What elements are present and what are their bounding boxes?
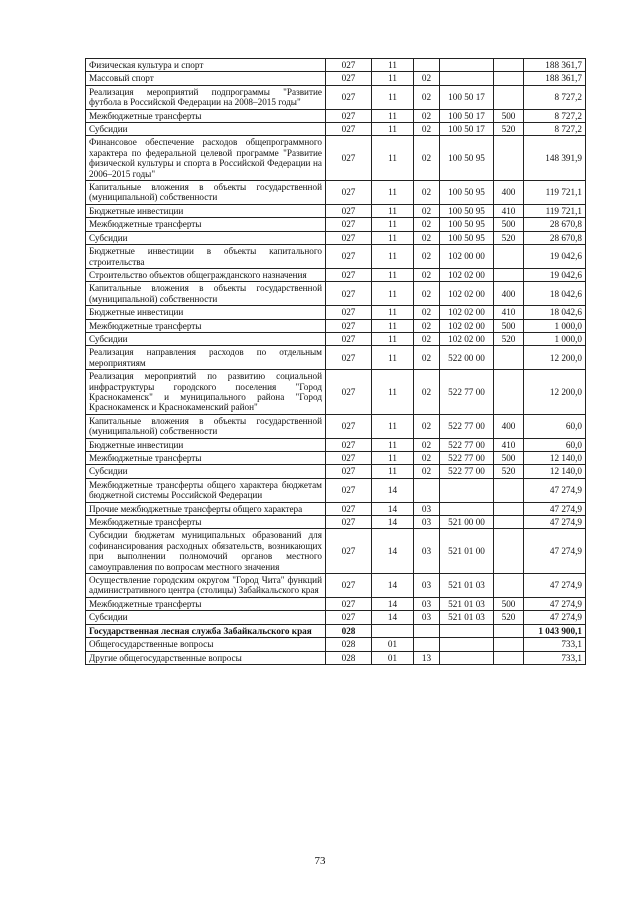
row-ved-code: 027 [326, 319, 372, 332]
table-row [86, 465, 586, 478]
row-target-code [440, 502, 494, 515]
row-expense-type-code: 520 [494, 465, 524, 478]
row-target-code [440, 72, 494, 85]
row-amount: 1 043 900,1 [524, 624, 586, 637]
row-section-code: 14 [372, 478, 414, 502]
row-ved-code: 027 [326, 370, 372, 415]
row-subsection-code [414, 624, 440, 637]
row-name: Реализация направления расходов по отдельным мероприятиям [86, 346, 326, 370]
row-ved-code: 027 [326, 85, 372, 109]
row-ved-code: 028 [326, 638, 372, 651]
row-expense-type-code [494, 268, 524, 281]
row-target-code: 521 01 03 [440, 597, 494, 610]
row-target-code: 100 50 95 [440, 218, 494, 231]
row-section-code: 11 [372, 204, 414, 217]
row-target-code: 100 50 17 [440, 109, 494, 122]
row-section-code: 11 [372, 370, 414, 415]
row-amount: 28 670,8 [524, 231, 586, 244]
row-section-code: 11 [372, 319, 414, 332]
row-target-code: 521 01 03 [440, 611, 494, 624]
row-name: Государственная лесная служба Забайкальского края [86, 624, 326, 637]
table-row [86, 452, 586, 465]
row-ved-code: 027 [326, 452, 372, 465]
row-amount: 47 274,9 [524, 597, 586, 610]
row-subsection-code: 02 [414, 465, 440, 478]
row-ved-code: 027 [326, 611, 372, 624]
row-subsection-code: 13 [414, 651, 440, 664]
row-name: Другие общегосударственные вопросы [86, 651, 326, 664]
row-name: Межбюджетные трансферты [86, 109, 326, 122]
row-expense-type-code [494, 502, 524, 515]
row-amount: 19 042,6 [524, 268, 586, 281]
row-ved-code: 027 [326, 123, 372, 136]
row-target-code [440, 624, 494, 637]
row-name: Реализация мероприятий по развитию социальной инфраструктуры городского поселения "Город Краснокаменск" и муниципального района "Город Краснокаменск и Краснокаменский район" [86, 370, 326, 415]
row-name: Бюджетные инвестиции в объекты капитального строительства [86, 245, 326, 269]
row-expense-type-code [494, 651, 524, 664]
row-expense-type-code: 410 [494, 204, 524, 217]
row-target-code: 522 77 00 [440, 438, 494, 451]
row-expense-type-code [494, 529, 524, 574]
row-name: Межбюджетные трансферты [86, 319, 326, 332]
row-expense-type-code: 520 [494, 123, 524, 136]
row-name: Субсидии [86, 465, 326, 478]
table-row [86, 611, 586, 624]
table-row [86, 574, 586, 598]
table-row [86, 597, 586, 610]
row-subsection-code: 02 [414, 332, 440, 345]
row-ved-code: 027 [326, 136, 372, 181]
row-ved-code: 027 [326, 218, 372, 231]
table-row [86, 282, 586, 306]
row-name: Массовый спорт [86, 72, 326, 85]
page-number: 73 [314, 855, 326, 867]
row-amount: 28 670,8 [524, 218, 586, 231]
table-row [86, 651, 586, 664]
row-subsection-code: 02 [414, 85, 440, 109]
table-row [86, 319, 586, 332]
row-expense-type-code: 520 [494, 611, 524, 624]
row-subsection-code: 02 [414, 452, 440, 465]
table-row [86, 59, 586, 72]
table-row [86, 529, 586, 574]
row-section-code [372, 624, 414, 637]
row-subsection-code: 02 [414, 204, 440, 217]
row-name: Субсидии бюджетам муниципальных образований для софинансирования расходных обязательств, возникающих при выполнении полномочий органов местного самоуправления по вопросам местного значения [86, 529, 326, 574]
row-section-code: 11 [372, 136, 414, 181]
table-row [86, 85, 586, 109]
row-amount: 733,1 [524, 638, 586, 651]
row-name: Прочие межбюджетные трансферты общего характера [86, 502, 326, 515]
row-ved-code: 027 [326, 306, 372, 319]
row-amount: 12 200,0 [524, 346, 586, 370]
row-section-code: 11 [372, 268, 414, 281]
row-amount: 47 274,9 [524, 574, 586, 598]
row-name: Осуществление городским округом "Город Чита" функций административного центра (столицы) Забайкальского края [86, 574, 326, 598]
row-name: Капитальные вложения в объекты государственной (муниципальной) собственности [86, 181, 326, 205]
row-amount: 47 274,9 [524, 529, 586, 574]
row-name: Межбюджетные трансферты [86, 218, 326, 231]
row-ved-code: 027 [326, 204, 372, 217]
row-expense-type-code [494, 574, 524, 598]
row-section-code: 11 [372, 231, 414, 244]
row-expense-type-code [494, 624, 524, 637]
row-expense-type-code: 400 [494, 282, 524, 306]
row-amount: 47 274,9 [524, 478, 586, 502]
row-ved-code: 027 [326, 109, 372, 122]
row-name: Субсидии [86, 123, 326, 136]
row-ved-code: 027 [326, 59, 372, 72]
row-ved-code: 027 [326, 181, 372, 205]
table-row [86, 109, 586, 122]
row-section-code: 11 [372, 452, 414, 465]
row-ved-code: 027 [326, 231, 372, 244]
row-section-code: 14 [372, 529, 414, 574]
row-target-code: 522 77 00 [440, 465, 494, 478]
row-expense-type-code [494, 478, 524, 502]
row-ved-code: 027 [326, 597, 372, 610]
row-subsection-code: 03 [414, 611, 440, 624]
row-target-code [440, 478, 494, 502]
row-expense-type-code [494, 72, 524, 85]
row-name: Общегосударственные вопросы [86, 638, 326, 651]
row-expense-type-code: 500 [494, 109, 524, 122]
row-ved-code: 027 [326, 502, 372, 515]
row-name: Субсидии [86, 231, 326, 244]
row-ved-code: 027 [326, 72, 372, 85]
row-target-code: 522 77 00 [440, 370, 494, 415]
row-subsection-code: 02 [414, 136, 440, 181]
table-row [86, 332, 586, 345]
row-subsection-code [414, 59, 440, 72]
row-expense-type-code: 410 [494, 438, 524, 451]
row-ved-code: 027 [326, 268, 372, 281]
row-section-code: 11 [372, 218, 414, 231]
row-ved-code: 027 [326, 438, 372, 451]
row-section-code: 11 [372, 181, 414, 205]
row-target-code: 100 50 17 [440, 85, 494, 109]
row-amount: 1 000,0 [524, 319, 586, 332]
row-ved-code: 027 [326, 245, 372, 269]
row-subsection-code: 02 [414, 282, 440, 306]
row-target-code: 100 50 95 [440, 204, 494, 217]
row-ved-code: 027 [326, 478, 372, 502]
row-name: Капитальные вложения в объекты государственной (муниципальной) собственности [86, 414, 326, 438]
row-ved-code: 027 [326, 516, 372, 529]
row-amount: 12 140,0 [524, 465, 586, 478]
table-row [86, 516, 586, 529]
row-name: Межбюджетные трансферты [86, 452, 326, 465]
row-target-code: 100 50 17 [440, 123, 494, 136]
row-section-code: 11 [372, 332, 414, 345]
table-row [86, 123, 586, 136]
table-row [86, 638, 586, 651]
row-amount: 188 361,7 [524, 72, 586, 85]
row-name: Реализация мероприятий подпрограммы "Развитие футбола в Российской Федерации на 2008–2015 годы" [86, 85, 326, 109]
row-subsection-code: 03 [414, 529, 440, 574]
table-row [86, 502, 586, 515]
row-target-code: 102 02 00 [440, 268, 494, 281]
table-row [86, 204, 586, 217]
row-subsection-code: 02 [414, 268, 440, 281]
row-name: Межбюджетные трансферты общего характера бюджетам бюджетной системы Российской Федерации [86, 478, 326, 502]
row-expense-type-code [494, 346, 524, 370]
row-name: Субсидии [86, 611, 326, 624]
row-section-code: 11 [372, 59, 414, 72]
row-target-code: 102 02 00 [440, 282, 494, 306]
row-section-code: 11 [372, 245, 414, 269]
table-row [86, 306, 586, 319]
row-name: Бюджетные инвестиции [86, 204, 326, 217]
row-expense-type-code [494, 136, 524, 181]
row-section-code: 01 [372, 638, 414, 651]
row-section-code: 14 [372, 611, 414, 624]
table-row [86, 231, 586, 244]
row-expense-type-code: 500 [494, 218, 524, 231]
row-target-code [440, 651, 494, 664]
table-body [86, 59, 586, 665]
row-section-code: 14 [372, 502, 414, 515]
row-subsection-code: 03 [414, 574, 440, 598]
row-subsection-code: 02 [414, 109, 440, 122]
row-expense-type-code [494, 370, 524, 415]
row-subsection-code: 02 [414, 414, 440, 438]
row-amount: 733,1 [524, 651, 586, 664]
row-ved-code: 027 [326, 529, 372, 574]
row-amount: 47 274,9 [524, 502, 586, 515]
row-amount: 19 042,6 [524, 245, 586, 269]
row-section-code: 11 [372, 123, 414, 136]
row-subsection-code: 02 [414, 245, 440, 269]
row-subsection-code: 02 [414, 306, 440, 319]
row-expense-type-code: 400 [494, 414, 524, 438]
row-section-code: 11 [372, 346, 414, 370]
row-target-code: 522 77 00 [440, 452, 494, 465]
row-expense-type-code [494, 245, 524, 269]
row-subsection-code: 02 [414, 438, 440, 451]
row-section-code: 14 [372, 574, 414, 598]
row-subsection-code [414, 638, 440, 651]
row-name: Межбюджетные трансферты [86, 516, 326, 529]
row-subsection-code: 02 [414, 72, 440, 85]
row-ved-code: 027 [326, 465, 372, 478]
row-name: Физическая культура и спорт [86, 59, 326, 72]
row-target-code: 102 02 00 [440, 306, 494, 319]
budget-table [85, 58, 586, 665]
row-target-code: 522 00 00 [440, 346, 494, 370]
row-amount: 8 727,2 [524, 109, 586, 122]
table-row [86, 268, 586, 281]
row-amount: 60,0 [524, 414, 586, 438]
row-amount: 8 727,2 [524, 85, 586, 109]
row-amount: 60,0 [524, 438, 586, 451]
row-ved-code: 027 [326, 282, 372, 306]
row-subsection-code: 02 [414, 181, 440, 205]
row-section-code: 01 [372, 651, 414, 664]
table-row [86, 181, 586, 205]
row-subsection-code [414, 478, 440, 502]
row-target-code: 102 02 00 [440, 332, 494, 345]
row-subsection-code: 02 [414, 123, 440, 136]
row-name: Финансовое обеспечение расходов общепрограммного характера по федеральной целевой программе "Развитие физической культуры и спорта в Российской Федерации на 2006–2015 годы" [86, 136, 326, 181]
row-ved-code: 027 [326, 414, 372, 438]
row-amount: 119 721,1 [524, 204, 586, 217]
row-expense-type-code: 520 [494, 231, 524, 244]
row-expense-type-code: 500 [494, 319, 524, 332]
row-target-code [440, 59, 494, 72]
row-target-code [440, 638, 494, 651]
row-ved-code: 028 [326, 651, 372, 664]
row-target-code: 521 01 00 [440, 529, 494, 574]
row-section-code: 11 [372, 438, 414, 451]
table-row [86, 438, 586, 451]
row-section-code: 14 [372, 516, 414, 529]
row-section-code: 11 [372, 306, 414, 319]
row-section-code: 11 [372, 465, 414, 478]
row-amount: 188 361,7 [524, 59, 586, 72]
row-section-code: 11 [372, 72, 414, 85]
row-subsection-code: 02 [414, 370, 440, 415]
table-row [86, 136, 586, 181]
row-subsection-code: 02 [414, 218, 440, 231]
row-amount: 148 391,9 [524, 136, 586, 181]
row-amount: 8 727,2 [524, 123, 586, 136]
table-row [86, 478, 586, 502]
row-target-code: 102 00 00 [440, 245, 494, 269]
row-section-code: 14 [372, 597, 414, 610]
row-subsection-code: 02 [414, 346, 440, 370]
row-section-code: 11 [372, 414, 414, 438]
row-section-code: 11 [372, 282, 414, 306]
table-row [86, 414, 586, 438]
table-row [86, 624, 586, 637]
row-expense-type-code [494, 638, 524, 651]
row-target-code: 100 50 95 [440, 136, 494, 181]
row-expense-type-code: 520 [494, 332, 524, 345]
row-name: Межбюджетные трансферты [86, 597, 326, 610]
row-name: Бюджетные инвестиции [86, 306, 326, 319]
row-subsection-code: 03 [414, 516, 440, 529]
table-row [86, 72, 586, 85]
table-row [86, 245, 586, 269]
row-ved-code: 028 [326, 624, 372, 637]
row-target-code: 521 01 03 [440, 574, 494, 598]
row-expense-type-code: 400 [494, 181, 524, 205]
row-amount: 18 042,6 [524, 282, 586, 306]
row-target-code: 100 50 95 [440, 181, 494, 205]
row-amount: 12 200,0 [524, 370, 586, 415]
row-target-code: 522 77 00 [440, 414, 494, 438]
row-subsection-code: 02 [414, 319, 440, 332]
row-subsection-code: 02 [414, 231, 440, 244]
table-row [86, 346, 586, 370]
row-ved-code: 027 [326, 346, 372, 370]
row-expense-type-code: 500 [494, 597, 524, 610]
row-name: Субсидии [86, 332, 326, 345]
row-ved-code: 027 [326, 332, 372, 345]
table-row [86, 370, 586, 415]
row-name: Капитальные вложения в объекты государственной (муниципальной) собственности [86, 282, 326, 306]
row-expense-type-code [494, 85, 524, 109]
row-target-code: 102 02 00 [440, 319, 494, 332]
row-ved-code: 027 [326, 574, 372, 598]
row-name: Бюджетные инвестиции [86, 438, 326, 451]
row-name: Строительство объектов общегражданского назначения [86, 268, 326, 281]
row-expense-type-code [494, 59, 524, 72]
row-subsection-code: 03 [414, 502, 440, 515]
row-expense-type-code: 410 [494, 306, 524, 319]
row-amount: 18 042,6 [524, 306, 586, 319]
row-section-code: 11 [372, 85, 414, 109]
row-amount: 47 274,9 [524, 516, 586, 529]
row-expense-type-code [494, 516, 524, 529]
row-amount: 119 721,1 [524, 181, 586, 205]
row-section-code: 11 [372, 109, 414, 122]
row-target-code: 100 50 95 [440, 231, 494, 244]
row-amount: 1 000,0 [524, 332, 586, 345]
row-amount: 12 140,0 [524, 452, 586, 465]
row-target-code: 521 00 00 [440, 516, 494, 529]
row-amount: 47 274,9 [524, 611, 586, 624]
row-subsection-code: 03 [414, 597, 440, 610]
row-expense-type-code: 500 [494, 452, 524, 465]
table-row [86, 218, 586, 231]
